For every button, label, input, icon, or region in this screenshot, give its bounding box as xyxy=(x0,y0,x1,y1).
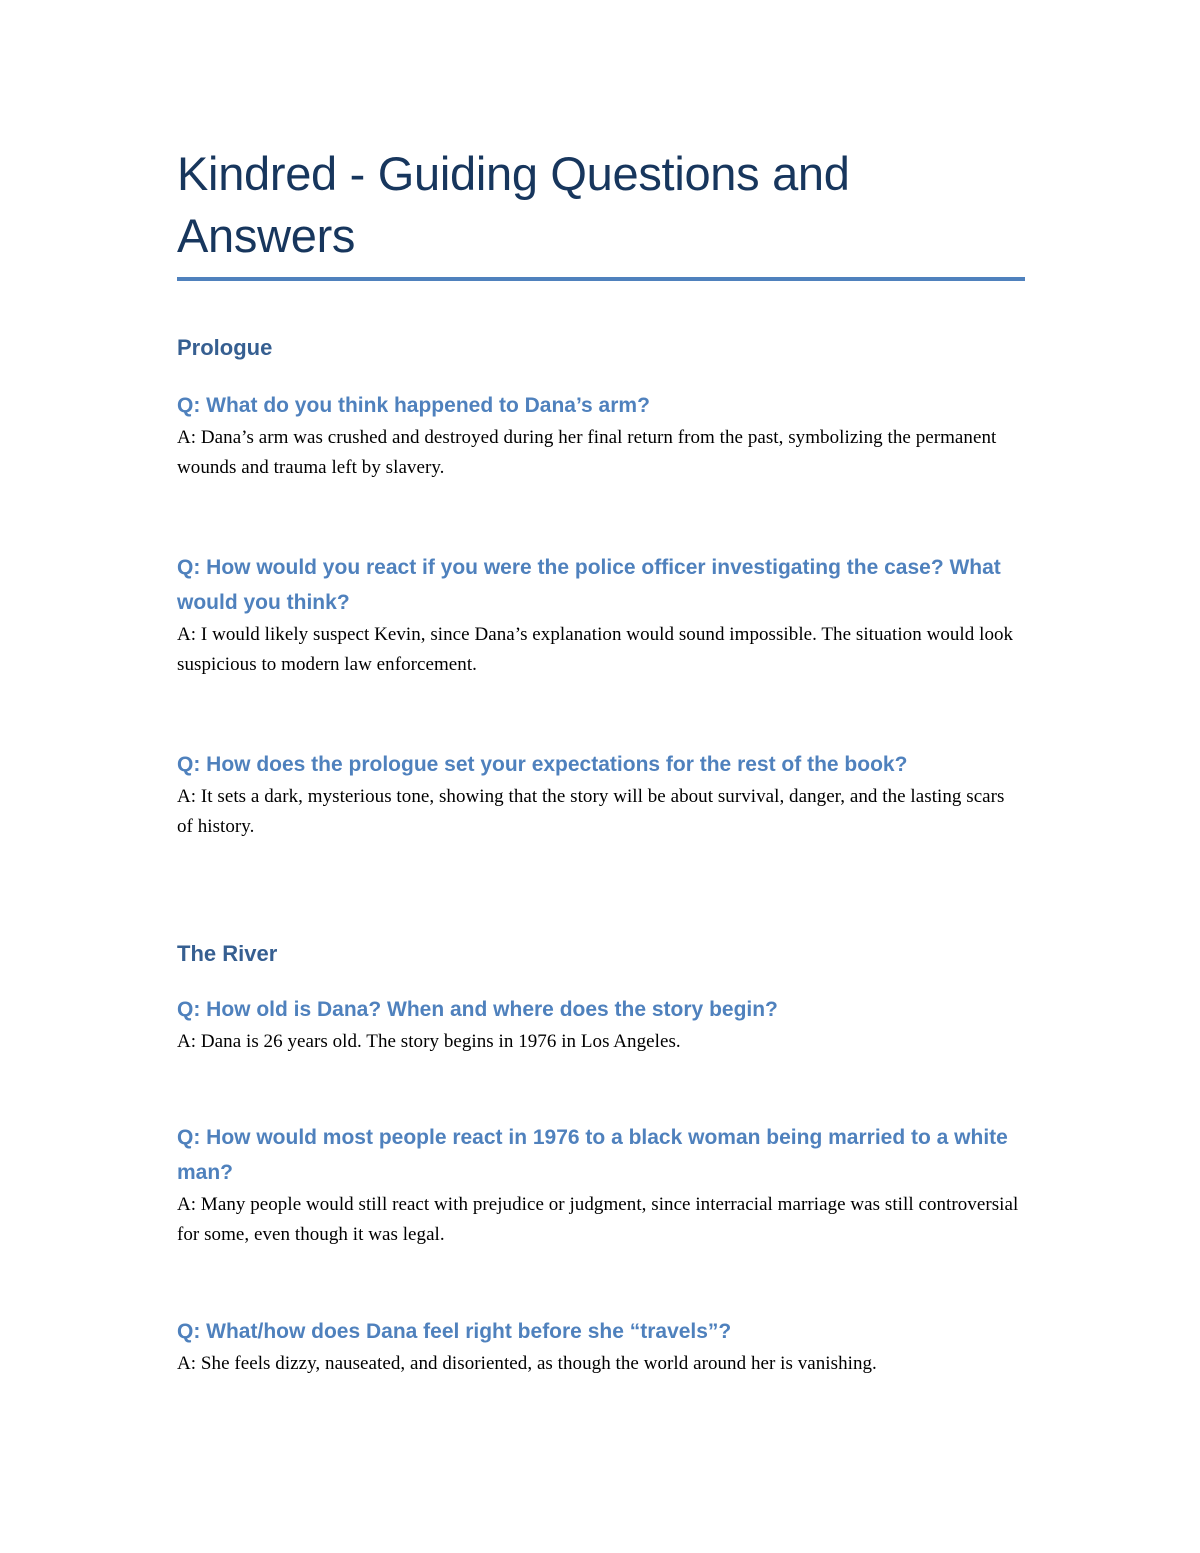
qa-item xyxy=(177,550,1025,680)
question-text: Q: What do you think happened to Dana’s arm? xyxy=(177,394,650,417)
qa-item xyxy=(177,1314,1025,1379)
answer-text: A: Dana’s arm was crushed and destroyed during her final return from the past, symbolizing the permanent wounds and trauma left by slavery. xyxy=(177,427,997,478)
qa-item xyxy=(177,747,1025,842)
question-text: Q: How would most people react in 1976 to a black woman being married to a white man? xyxy=(177,1126,1008,1184)
section-prologue xyxy=(177,333,1025,842)
document-title: Kindred - Guiding Questions and Answers xyxy=(177,147,850,262)
answer-text: A: Dana is 26 years old. The story begins in 1976 in Los Angeles. xyxy=(177,1031,681,1052)
section-heading: The River xyxy=(177,941,278,966)
section-heading: Prologue xyxy=(177,335,273,360)
title-underline xyxy=(177,277,1025,281)
section-the-river xyxy=(177,939,1025,1379)
document-body xyxy=(177,143,1025,1379)
qa-item xyxy=(177,1120,1025,1250)
answer-text: A: I would likely suspect Kevin, since Dana’s explanation would sound impossible. The situation would look suspicious to modern law enforcement. xyxy=(177,624,1014,675)
answer-text: A: It sets a dark, mysterious tone, showing that the story will be about survival, danger, and the lasting scars of history. xyxy=(177,786,1005,837)
qa-item xyxy=(177,388,1025,483)
answer-text: A: Many people would still react with prejudice or judgment, since interracial marriage was still controversial for some, even though it was legal. xyxy=(177,1194,1019,1245)
question-text: Q: How old is Dana? When and where does the story begin? xyxy=(177,998,778,1021)
qa-item xyxy=(177,992,1025,1057)
answer-text: A: She feels dizzy, nauseated, and disoriented, as though the world around her is vanishing. xyxy=(177,1353,877,1374)
question-text: Q: What/how does Dana feel right before she “travels”? xyxy=(177,1320,732,1343)
question-text: Q: How would you react if you were the police officer investigating the case? What would you think? xyxy=(177,556,1001,614)
question-text: Q: How does the prologue set your expectations for the rest of the book? xyxy=(177,753,908,776)
